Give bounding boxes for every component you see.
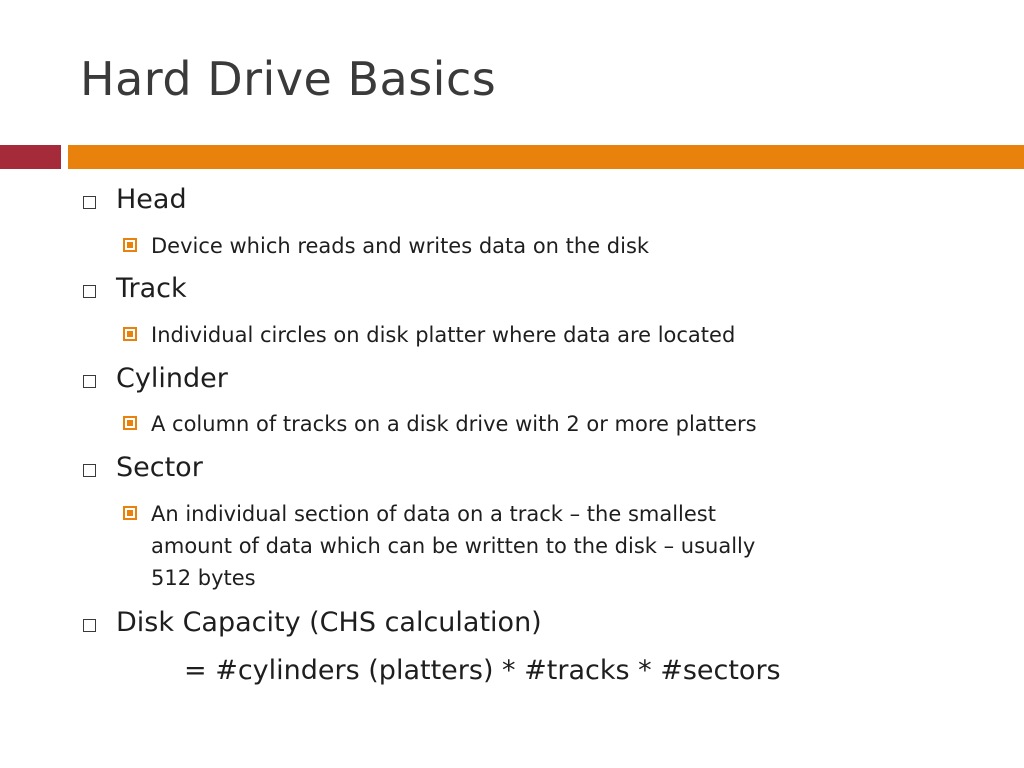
bullet-item-disk-capacity: [80, 607, 780, 643]
accent-bar-right: [68, 145, 1024, 169]
sub-bullet-text-line-2: amount of data which can be written to the disk – usually: [151, 534, 756, 558]
hollow-square-bullet-icon: [83, 464, 96, 477]
filled-square-bullet-icon: [123, 416, 137, 430]
slide-title: Hard Drive Basics: [80, 52, 497, 106]
sub-bullet-text: A column of tracks on a disk drive with 2 or more platters: [151, 412, 757, 436]
bullet-item-cylinder: [80, 363, 680, 399]
hollow-square-bullet-icon: [83, 619, 96, 632]
bullet-item-track: [80, 273, 680, 309]
filled-square-bullet-icon: [123, 238, 137, 252]
sub-bullet-text-line-3: 512 bytes: [151, 566, 256, 590]
sub-bullet-item: [122, 498, 1002, 598]
bullet-label: Cylinder: [116, 363, 228, 394]
hollow-square-bullet-icon: [83, 285, 96, 298]
bullet-label: Disk Capacity (CHS calculation): [116, 607, 542, 638]
bullet-label: Head: [116, 184, 187, 215]
sub-bullet-text-line-1: An individual section of data on a track – the smallest: [151, 502, 716, 526]
filled-square-bullet-icon: [123, 506, 137, 520]
bullet-item-head: [80, 184, 680, 220]
bullet-item-sector: [80, 452, 680, 488]
sub-bullet-item: [122, 408, 1002, 440]
accent-bar-left: [0, 145, 61, 169]
sub-bullet-item: [122, 319, 982, 351]
sub-bullet-item: [122, 230, 982, 262]
bullet-label: Sector: [116, 452, 203, 483]
hollow-square-bullet-icon: [83, 196, 96, 209]
sub-bullet-text: Device which reads and writes data on the disk: [151, 234, 650, 258]
capacity-formula: = #cylinders (platters) * #tracks * #sectors: [184, 655, 781, 686]
bullet-label: Track: [116, 273, 187, 304]
filled-square-bullet-icon: [123, 327, 137, 341]
hollow-square-bullet-icon: [83, 375, 96, 388]
sub-bullet-text: Individual circles on disk platter where data are located: [151, 323, 736, 347]
